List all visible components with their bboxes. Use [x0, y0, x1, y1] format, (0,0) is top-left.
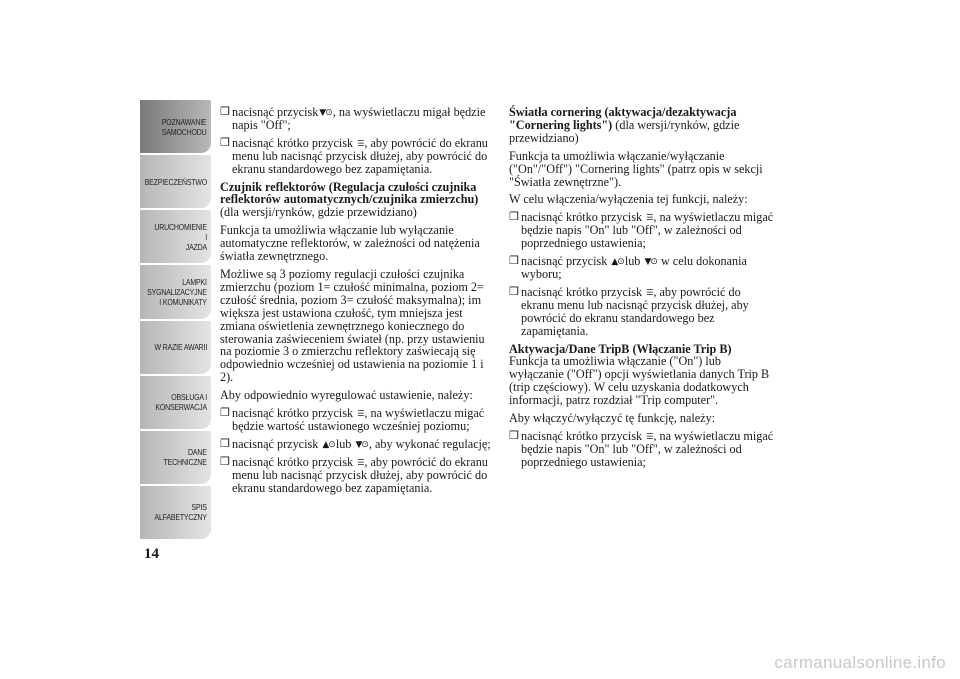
checkbox-bullet-icon: ❒: [220, 136, 230, 149]
tab-dane-techniczne[interactable]: [140, 431, 211, 484]
tab-label: POZNAWANIE SAMOCHODU: [162, 116, 207, 137]
item-text: lub: [335, 436, 352, 451]
down-button-icon: ▼⊙: [319, 108, 332, 118]
checkbox-bullet-icon: ❒: [220, 437, 230, 450]
tab-label: OBSŁUGA I KONSERWACJA: [155, 392, 207, 413]
tab-spis-alfabetyczny[interactable]: [140, 486, 211, 539]
watermark: carmanualsonline.info: [774, 653, 946, 672]
tab-label: SPIS ALFABETYCZNY: [154, 502, 207, 523]
down-button-icon: ▼⊙: [355, 439, 368, 450]
paragraph: Funkcja ta umożliwia włączanie ("On") lub wyłączanie ("Off") opcji wyświetlania danych Trip B (trip częściowy). W celu uzyskania dodatkowych informacji, patrz rozdział "Trip computer".: [509, 354, 770, 408]
item-text: , na wyświetlaczu migać będzie wartość ustawionego wcześniej poziomu;: [232, 406, 485, 433]
list-item: [509, 430, 774, 469]
tab-label: DANE TECHNICZNE: [163, 447, 207, 468]
item-text: , aby powrócić do ekranu menu lub nacisnąć przycisk dłużej, aby powrócić do ekranu standardowego bez zapamiętania.: [232, 135, 488, 176]
paragraph: Funkcja ta umożliwia włączanie/wyłączanie ("On"/"Off") "Cornering lights" (patrz opis w sekcji "Światła zewnętrzne").: [509, 148, 763, 189]
menu-button-icon: ☰: [646, 287, 653, 297]
tab-obsluga-i-konserwacja[interactable]: [140, 376, 211, 429]
checkbox-bullet-icon: ❒: [509, 255, 519, 268]
tab-bezpieczenstwo[interactable]: [140, 155, 211, 208]
section-heading: Aktywacja/Dane TripB (Włączanie Trip B): [509, 341, 732, 356]
menu-button-icon: ☰: [646, 431, 653, 441]
item-text: , na wyświetlaczu migać będzie napis "On" lub "Off", w zależności od poprzedniego ustawienia;: [521, 428, 774, 469]
paragraph: Aby odpowiednio wyregulować ustawienie, należy:: [220, 388, 473, 403]
section-heading: Czujnik reflektorów (Regulacja czułości czujnika reflektorów automatycznych/czujnika zmierzchu): [220, 179, 479, 207]
item-text: nacisnąć krótko przycisk: [232, 454, 354, 469]
section-heading: Światła cornering (aktywacja/dezaktywacja "Cornering lights"): [509, 105, 737, 132]
list-item: [220, 137, 492, 176]
checkbox-bullet-icon: ❒: [220, 455, 230, 468]
tab-w-razie-awarii[interactable]: [140, 321, 211, 374]
paragraph: Funkcja ta umożliwia włączanie lub wyłączanie automatyczne reflektorów, w zależności od natężenia światła zewnętrznego.: [220, 223, 480, 264]
item-text: nacisnąć krótko przycisk: [521, 210, 643, 225]
checkbox-bullet-icon: ❒: [509, 285, 519, 298]
item-text: nacisnąć przycisk: [232, 105, 319, 119]
tab-lampki-sygnalizacyjne[interactable]: [140, 265, 211, 318]
item-text: , aby powrócić do ekranu menu lub nacisnąć przycisk dłużej, aby powrócić do ekranu standardowego bez zapamiętania.: [521, 284, 749, 338]
item-text: nacisnąć krótko przycisk: [521, 284, 643, 299]
down-button-icon: ▼⊙: [644, 257, 657, 268]
checkbox-bullet-icon: ❒: [509, 211, 519, 224]
item-text: nacisnąć krótko przycisk: [521, 428, 643, 443]
item-text: nacisnąć przycisk: [521, 254, 608, 269]
item-text: , na wyświetlaczu migać będzie napis "On" lub "Off", w zależności od poprzedniego ustawienia;: [521, 210, 774, 251]
menu-button-icon: ☰: [357, 457, 364, 467]
item-text: w celu dokonania wyboru;: [521, 254, 747, 281]
paragraph: W celu włączenia/wyłączenia tej funkcji, należy:: [509, 192, 748, 207]
menu-button-icon: ☰: [357, 409, 364, 419]
tab-label: BEZPIECZEŃSTWO: [144, 176, 207, 187]
tab-label: LAMPKI SYGNALIZACYJNE I KOMUNIKATY: [147, 276, 207, 307]
item-text: , aby wykonać regulację;: [368, 436, 491, 451]
section-heading-block: [509, 106, 774, 145]
tab-uruchomienie-i-jazda[interactable]: [140, 210, 211, 263]
list-item: [220, 106, 492, 132]
menu-button-icon: ☰: [646, 213, 653, 223]
up-button-icon: ▲⊙: [322, 439, 335, 450]
item-text: , aby powrócić do ekranu menu lub nacisnąć przycisk dłużej, aby powrócić do ekranu standardowego bez zapamiętania.: [232, 454, 488, 495]
item-text: nacisnąć przycisk: [232, 436, 319, 451]
section-subtitle: (dla wersji/rynków, gdzie przewidziano): [509, 117, 740, 145]
paragraph: Aby włączyć/wyłączyć tę funkcję, należy:: [509, 411, 716, 426]
paragraph: Możliwe są 3 poziomy regulacji czułości czujnika zmierzchu (poziom 1= czułość minimalna, poziom 2= czułość średnia, poziom 3= czułość maksymalna); im większa jest ustawiona czułość, tym mniejsza jest zmiana oświetlenia zewnętrznego koniecznego do sterowania zaświeceniem świateł (np. przy ustawieniu na poziomie 3 o zmierzchu reflektory zaświecają się odpowiednio wcześniej od ustawienia na poziomie 1 i 2).: [220, 266, 485, 385]
item-text: nacisnąć krótko przycisk: [232, 135, 354, 150]
item-text: lub: [624, 254, 641, 269]
checkbox-bullet-icon: ❒: [509, 429, 519, 442]
chapter-sidebar: [140, 100, 211, 541]
list-item: [509, 286, 774, 338]
item-text: , na wyświetlaczu migał będzie napis "Off";: [232, 105, 486, 132]
list-item: [509, 255, 774, 281]
list-item: [220, 456, 492, 495]
list-item: [509, 211, 774, 250]
menu-button-icon: ☰: [357, 138, 364, 148]
list-item: [220, 407, 492, 433]
tab-label: W RAZIE AWARII: [154, 342, 207, 353]
list-item: [220, 438, 492, 451]
checkbox-bullet-icon: ❒: [220, 407, 230, 420]
tab-label: URUCHOMIENIE I JAZDA: [154, 221, 207, 252]
tab-poznawanie-samochodu[interactable]: [140, 100, 211, 153]
page-number: 14: [144, 546, 159, 562]
up-button-icon: ▲⊙: [611, 257, 624, 268]
checkbox-bullet-icon: ❒: [220, 106, 230, 118]
left-column: [220, 106, 492, 500]
right-column: [509, 106, 774, 474]
section-subtitle: (dla wersji/rynków, gdzie przewidziano): [220, 205, 417, 220]
item-text: nacisnąć krótko przycisk: [232, 406, 354, 421]
